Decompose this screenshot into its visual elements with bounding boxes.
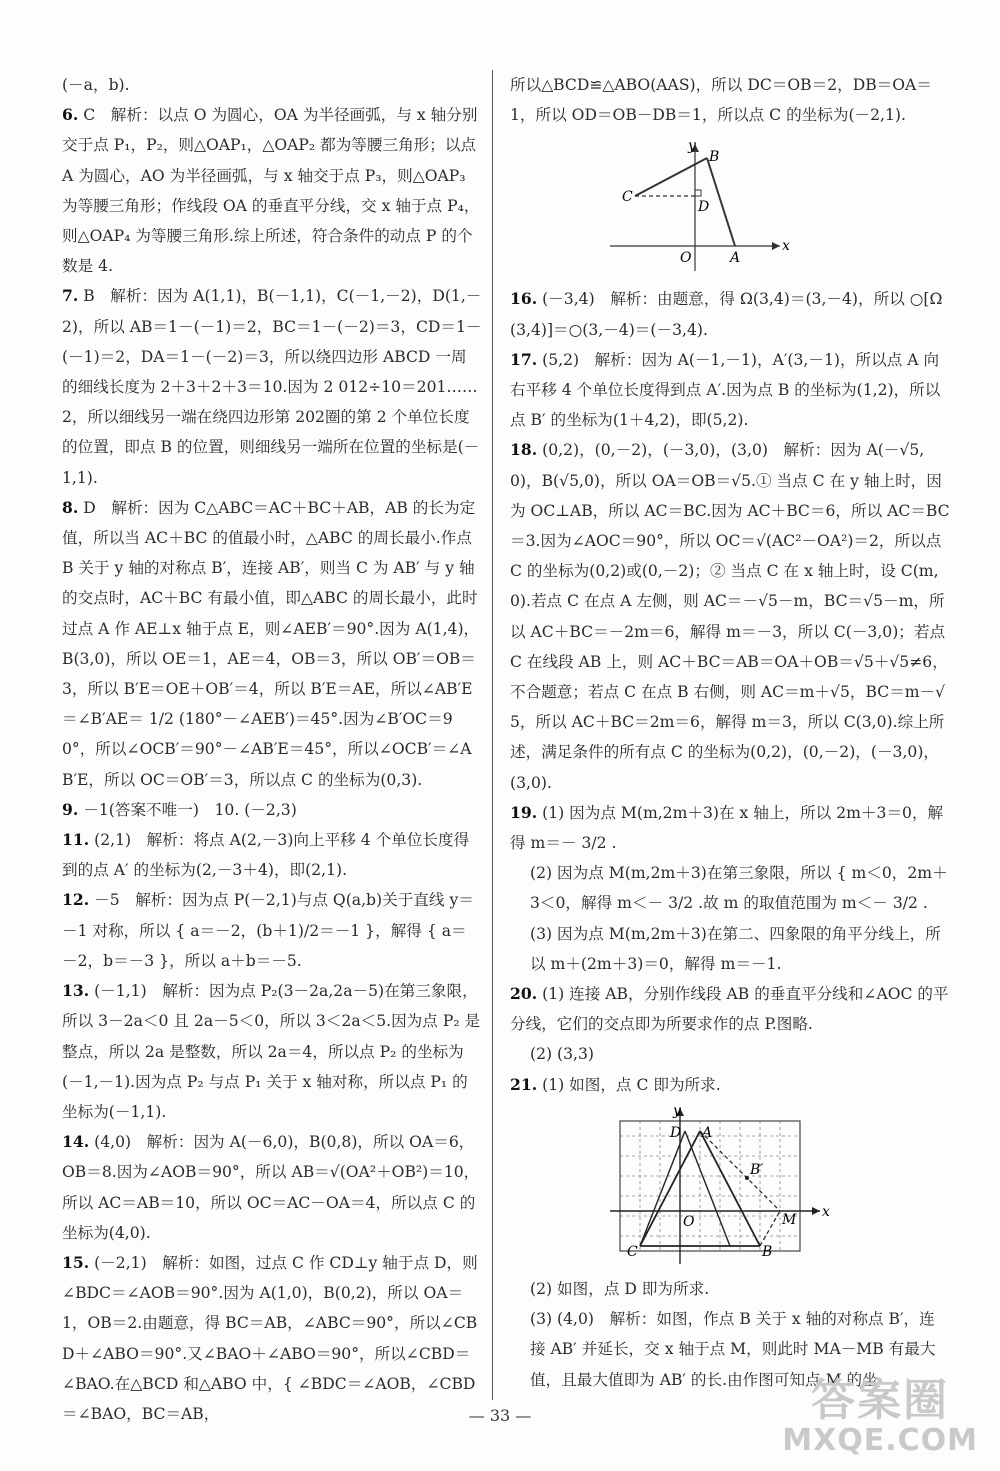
answer-item: 16. (－3,4) 解析：由题意，得 Ω(3,4)＝(3,－4)，所以 ○[Ω(3,4)]＝○(3,－4)＝(－3,4). [510,289,943,339]
label-A: A [730,250,741,267]
figure-21 [510,1106,950,1266]
answer-item: 20. (1) 连接 AB，分别作线段 AB 的垂直平分线和∠AOC 的平分线，它们的交点即为所要求作的点 P.图略. [510,984,949,1034]
figure-15-diagram [510,136,950,276]
answer-item: 6. C 解析：以点 O 为圆心，OA 为半径画弧，与 x 轴分别交于点 P₁，P₂，则△OAP₁，△OAP₂ 都为等腰三角形；以点 A 为圆心，AO 为半径画弧，与 x 轴交于点 P₃，则△OAP₃ 为等腰三角形；作线段 OA 的垂直平分线，交 x 轴于点 P₄，则△OAP₄ 为等腰三角形.综上所述，符合条件的动点 P 的个数是 4. [62,105,480,276]
figure-21-grid-diagram [510,1106,950,1266]
answer-item: (3) (4,0) 解析：如图，作点 B 关于 x 轴的对称点 B′，连接 AB′ 并延长，交 x 轴于点 M，则此时 MA－MB 有最大值，且最大值即为 AB′ 的长.由作图可知点 M 的坐 [530,1310,936,1389]
label-A: A [702,1124,713,1141]
watermark-logo: 答案圈 MXQE.COM [782,1375,978,1458]
label-x: x [782,238,790,255]
label-y: y [673,1105,681,1119]
answer-item: 18. (0,2)，(0,－2)，(－3,0)，(3,0) 解析：因为 A(－√5,0)，B(√5,0)，所以 OA＝OB＝√5.① 当点 C 在 y 轴上时，因为 OC⊥AB，所以 AC＝BC.因为 AC＋BC＝6，所以 AC＝BC＝3.因为∠AOC＝90°，所以 OC＝√(AC²－OA²)＝2，所以点 C 的坐标为(0,2)或(0,－2)；② 当点 C 在 x 轴上时，设 C(m,0).若点 C 在点 A 左侧，则 AC＝－√5－m，BC＝√5－m，所以 AC＋BC＝－2m＝6，解得 m＝－3，所以 C(－3,0)；若点 C 在线段 AB 上，则 AC＋BC＝AB＝OA＋OB＝√5＋√5≠6，不合题意；若点 C 在点 B 右侧，则 AC＝m＋√5，BC＝m－√5，所以 AC＋BC＝2m＝6，解得 m＝3，所以 C(3,0).综上所述，满足条件的所有点 C 的坐标为(0,2)，(0,－2)，(－3,0)，(3,0). [510,440,950,792]
answer-item: 11. (2,1) 解析：将点 A(2,－3)向上平移 4 个单位长度得到的点 A′ 的坐标为(2,－3＋4)，即(2,1). [62,830,470,880]
answer-item: 所以△BCD≌△ABO(AAS)，所以 DC＝OB＝2，DB＝OA＝1，所以 OD＝OB－DB＝1，所以点 C 的坐标为(－2,1). [510,76,932,125]
answer-item: (3) 因为点 M(m,2m＋3)在第二、四象限的角平分线上，所以 m＋(2m＋3)＝0，解得 m＝－1. [530,924,941,973]
answer-item: 15. (－2,1) 解析：如图，过点 C 作 CD⊥y 轴于点 D，则∠BDC＝∠AOB＝90°.因为 A(1,0)，B(0,2)，所以 OA＝1，OB＝2.由题意，得 BC＝AB，∠ABC＝90°，所以∠CBD＋∠ABO＝90°.又∠BAO＋∠ABO＝90°，所以∠CBD＝∠BAO.在△BCD 和△ABO 中，{ ∠BDC＝∠AOB，∠CBD＝∠BAO，BC＝AB， [62,1252,478,1423]
page-number: — 33 — [468,1406,532,1425]
left-column [62,70,482,1429]
label-C: C [622,189,633,206]
label-y: y [688,138,696,155]
label-B-prime: B′ [750,1161,764,1178]
right-column [510,70,950,1395]
answer-item: 7. B 解析：因为 A(1,1)，B(－1,1)，C(－1,－2)，D(1,－2)，所以 AB＝1－(－1)＝2，BC＝1－(－2)＝3，CD＝1－(－1)＝2，DA＝1－(－2)＝3，所以绕四边形 ABCD 一周的细线长度为 2＋3＋2＋3＝10.因为 2 012÷10＝201……2，所以细线另一端在绕四边形第 202圈的第 2 个单位长度的位置，即点 B 的位置，则细线另一端所在位置的坐标是(－1,1). [62,286,482,487]
label-B: B [762,1243,773,1260]
label-D: D [670,1124,682,1141]
label-x: x [822,1203,830,1220]
answer-item: (2) 因为点 M(m,2m＋3)在第三象限，所以 { m＜0，2m＋3＜0，解得 m＜－ 3/2 .故 m 的取值范围为 m＜－ 3/2 . [530,864,948,913]
answer-item: (2) 如图，点 D 即为所求. [530,1279,710,1298]
column-divider [492,70,493,1400]
answer-item: 13. (－1,1) 解析：因为点 P₂(3－2a,2a－5)在第三象限，所以 3－2a＜0 且 2a－5＜0，所以 3＜2a＜5.因为点 P₂ 是整点，所以 2a 是整数，所以 2a＝4，所以点 P₂ 的坐标为(－1,－1).因为点 P₂ 与点 P₁ 关于 x 轴对称，所以点 P₁ 的坐标为(－1,1). [62,981,481,1121]
label-O: O [683,1213,695,1230]
answer-item: 17. (5,2) 解析：因为 A(－1,－1)，A′(3,－1)，所以点 A 向右平移 4 个单位长度得到点 A′.因为点 B 的坐标为(1,2)，所以点 B′ 的坐标为(1＋4,2)，即(5,2). [510,349,941,430]
answer-item: (－a，b). [62,76,130,94]
answer-item: 8. D 解析：因为 C△ABC＝AC＋BC＋AB，AB 的长为定值，所以当 AC＋BC 的值最小时，△ABC 的周长最小.作点 B 关于 y 轴的对称点 B′，连接 AB′，则当 C 为 AB′ 与 y 轴的交点时，AC＋BC 有最小值，即△ABC 的周长最小，此时过点 A 作 AE⊥x 轴于点 E，则∠AEB′＝90°.因为 A(1,4)，B(3,0)，所以 OE＝1，AE＝4，OB＝3，所以 OB′＝OB＝3，所以 B′E＝OE＋OB′＝4，所以 B′E＝AE，所以∠AB′E＝∠B′AE＝ 1/2 (180°－∠AEB′)＝45°.因为∠B′OC＝90°，所以∠OCB′＝90°－∠AB′E＝45°，所以∠OCB′＝∠AB′E，所以 OC＝OB′＝3，所以点 C 的坐标为(0,3). [62,497,480,789]
label-D: D [698,199,710,216]
label-B: B [709,149,720,166]
figure-15 [510,136,950,276]
label-C: C [627,1243,638,1260]
label-M: M [782,1211,797,1228]
answer-item: 12. －5 解析：因为点 P(－2,1)与点 Q(a,b)关于直线 y＝－1 对称，所以 { a＝－2，(b＋1)/2＝－1 }，解得 { a＝－2，b＝－3 }，所以 a＋b＝－5. [62,890,474,970]
answer-item: 9. －1(答案不唯一) 10. (－2,3) [62,799,297,819]
answer-item: 21. (1) 如图，点 C 即为所求. [510,1074,721,1094]
label-O: O [680,250,692,267]
answer-item: (2) (3,3) [530,1045,595,1064]
answer-item: 19. (1) 因为点 M(m,2m＋3)在 x 轴上，所以 2m＋3＝0，解得 m＝－ 3/2 . [510,802,944,853]
answer-item: 14. (4,0) 解析：因为 A(－6,0)，B(0,8)，所以 OA＝6，OB＝8.因为∠AOB＝90°，所以 AB＝√(OA²＋OB²)＝10，所以 AC＝AB＝10，所以 OC＝AC－OA＝4，所以点 C 的坐标为(4,0). [62,1132,480,1242]
